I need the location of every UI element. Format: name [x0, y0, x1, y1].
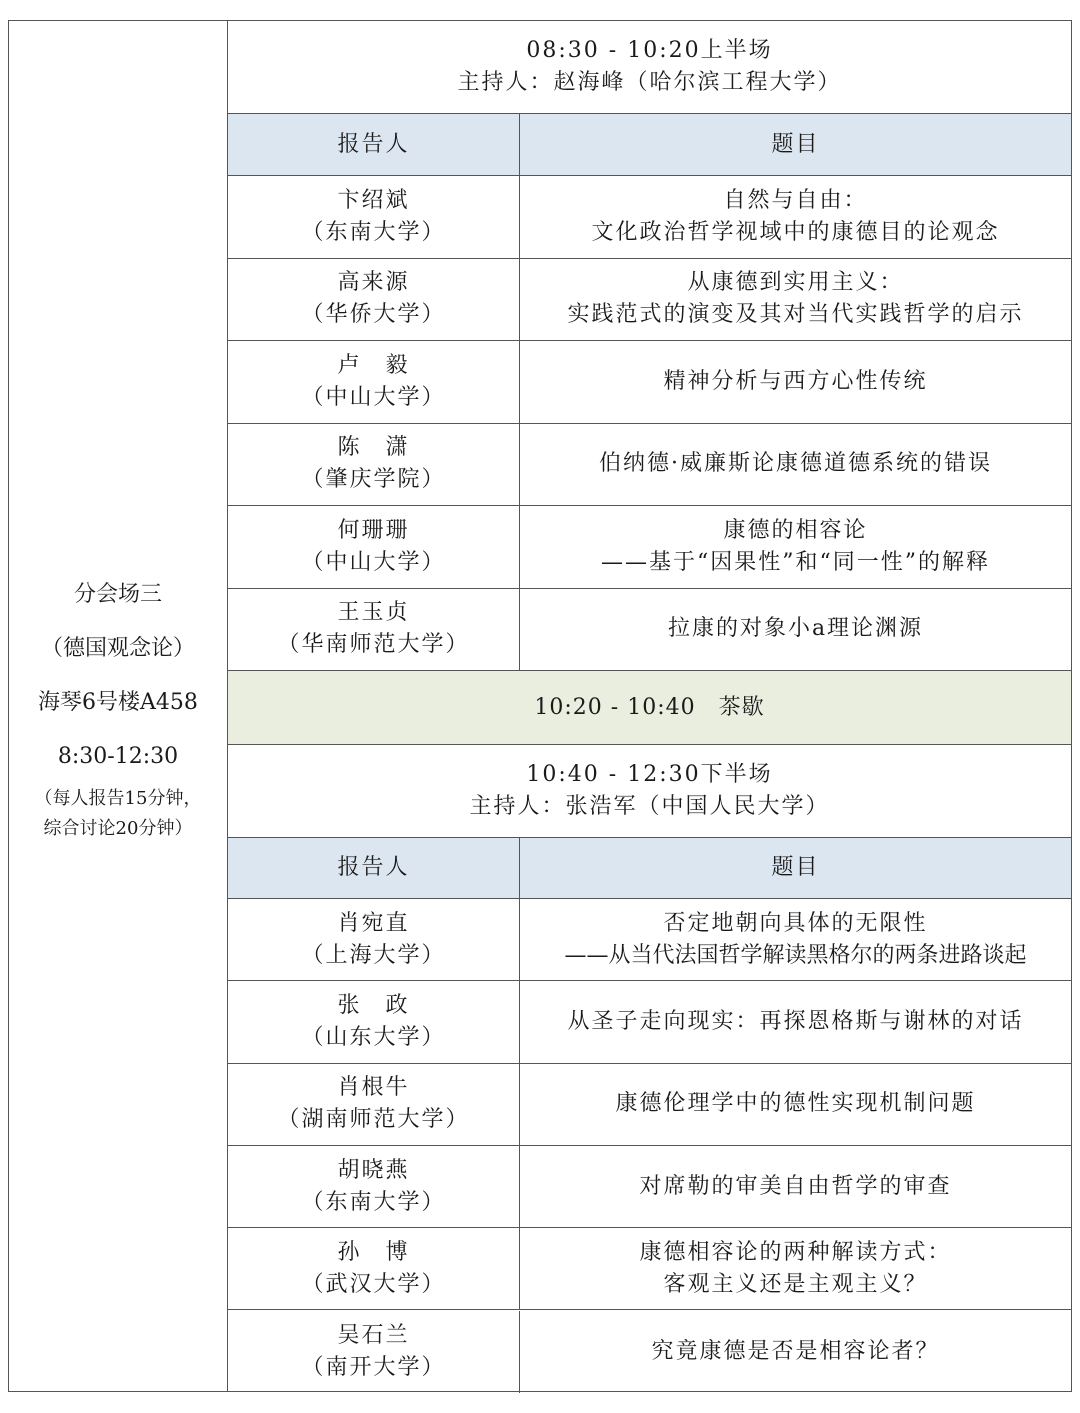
speaker-affiliation: （肇庆学院） [301, 467, 446, 493]
speaker-affiliation: （中山大学） [301, 384, 446, 410]
speaker-affiliation: （武汉大学） [301, 1271, 446, 1297]
topic-line: ——基于“因果性”和“同一性”的解释 [601, 549, 990, 575]
venue-note-line1: （每人报告15分钟， [34, 788, 202, 809]
speaker-name: 卢 毅 [337, 352, 410, 378]
tea-break-label: 10:20 - 10:40 茶歇 [534, 694, 765, 720]
table-row [228, 1311, 1071, 1393]
topic-cell [520, 589, 1071, 671]
speaker-cell [228, 259, 520, 341]
speaker-cell [228, 341, 520, 423]
table-row [228, 1228, 1071, 1310]
speaker-name: 何珊珊 [337, 517, 410, 543]
topic-line: ——从当代法国哲学解读黑格尔的两条进路谈起 [564, 942, 1027, 968]
topic-cell [520, 424, 1071, 506]
table-row [228, 899, 1071, 981]
speaker-affiliation: （上海大学） [301, 942, 446, 968]
speaker-affiliation: （东南大学） [301, 1189, 446, 1215]
venue-info-cell [9, 21, 228, 1391]
first-half-time: 08:30 - 10:20上半场 [526, 38, 773, 63]
topic-line: 自然与自由： [723, 187, 868, 213]
topic-cell [520, 899, 1071, 980]
speaker-name: 肖宛直 [337, 910, 410, 936]
table-row [228, 424, 1071, 507]
topic-cell [520, 506, 1071, 588]
topic-cell [520, 1228, 1071, 1309]
table-row [228, 341, 1071, 424]
topic-line: 否定地朝向具体的无限性 [663, 910, 928, 936]
table-header-row [228, 114, 1071, 176]
speaker-affiliation: （南开大学） [301, 1354, 446, 1380]
second-half-host: 主持人：张浩军（中国人民大学） [469, 794, 830, 819]
speaker-affiliation: （华南师范大学） [277, 632, 470, 658]
speaker-cell [228, 981, 520, 1062]
speaker-cell [228, 1311, 520, 1393]
topic-line: 精神分析与西方心性传统 [663, 368, 928, 394]
second-half-header [228, 745, 1071, 837]
speaker-cell [228, 1146, 520, 1227]
topic-line: 究竟康德是否是相容论者？ [651, 1338, 940, 1364]
speaker-cell [228, 1064, 520, 1145]
topic-line: 文化政治哲学视域中的康德目的论观念 [591, 219, 1000, 245]
header-topic: 题目 [771, 855, 820, 880]
speaker-cell [228, 1228, 520, 1309]
speaker-name: 卞绍斌 [337, 187, 410, 213]
speaker-name: 高来源 [337, 270, 410, 296]
venue-name: 分会场三 [73, 582, 162, 607]
speaker-name: 胡晓燕 [337, 1157, 410, 1183]
second-half-header-row [228, 745, 1071, 838]
table-row [228, 176, 1071, 259]
topic-cell [520, 1064, 1071, 1145]
speaker-cell [228, 899, 520, 980]
speaker-name: 孙 博 [337, 1239, 410, 1265]
topic-line: 从圣子走向现实：再探恩格斯与谢林的对话 [567, 1008, 1024, 1034]
topic-line: 康德相容论的两种解读方式： [639, 1239, 952, 1265]
topic-line: 康德伦理学中的德性实现机制问题 [615, 1091, 976, 1117]
topic-cell [520, 1146, 1071, 1227]
table-row [228, 981, 1071, 1063]
topic-line: 伯纳德·威廉斯论康德道德系统的错误 [599, 451, 992, 477]
topic-cell [520, 176, 1071, 258]
venue-note-line2: 综合讨论20分钟） [43, 818, 193, 839]
topic-cell [520, 981, 1071, 1062]
topic-cell [520, 259, 1071, 341]
table-row [228, 589, 1071, 672]
speaker-affiliation: （中山大学） [301, 549, 446, 575]
speaker-affiliation: （湖南师范大学） [277, 1107, 470, 1133]
venue-time: 8:30-12:30 [57, 744, 179, 769]
header-speaker: 报告人 [228, 838, 520, 898]
first-half-header-row [228, 21, 1071, 114]
header-topic: 题目 [771, 131, 820, 157]
table-row [228, 1064, 1071, 1146]
speaker-name: 陈 潇 [337, 435, 410, 461]
topic-line: 拉康的对象小a理论渊源 [667, 616, 924, 642]
speaker-affiliation: （山东大学） [301, 1024, 446, 1050]
table-header-row [228, 838, 1071, 899]
speaker-name: 王玉贞 [337, 600, 410, 626]
first-half-header [228, 21, 1071, 113]
speaker-affiliation: （东南大学） [301, 219, 446, 245]
header-speaker: 报告人 [228, 114, 520, 175]
table-row [228, 506, 1071, 589]
topic-line: 对席勒的审美自由哲学的审查 [639, 1173, 952, 1199]
topic-cell [520, 341, 1071, 423]
session-column [228, 21, 1071, 1391]
topic-line: 康德的相容论 [723, 517, 868, 543]
speaker-name: 吴石兰 [337, 1322, 410, 1348]
speaker-cell [228, 589, 520, 671]
topic-cell [520, 1311, 1071, 1393]
topic-line: 客观主义还是主观主义？ [663, 1271, 928, 1297]
tea-break-row [228, 671, 1071, 745]
table-row [228, 259, 1071, 342]
table-row [228, 1146, 1071, 1228]
second-half-time: 10:40 - 12:30下半场 [526, 762, 773, 787]
schedule-table [8, 20, 1072, 1392]
speaker-cell [228, 176, 520, 258]
venue-theme: （德国观念论） [40, 636, 195, 661]
speaker-name: 肖根牛 [337, 1075, 410, 1101]
speaker-cell [228, 424, 520, 506]
topic-line: 从康德到实用主义： [687, 270, 904, 296]
first-half-host: 主持人：赵海峰（哈尔滨工程大学） [457, 70, 842, 95]
speaker-cell [228, 506, 520, 588]
speaker-affiliation: （华侨大学） [301, 302, 446, 328]
speaker-name: 张 政 [337, 992, 410, 1018]
topic-line: 实践范式的演变及其对当代实践哲学的启示 [567, 302, 1024, 328]
venue-room: 海琴6号楼A458 [38, 690, 198, 715]
